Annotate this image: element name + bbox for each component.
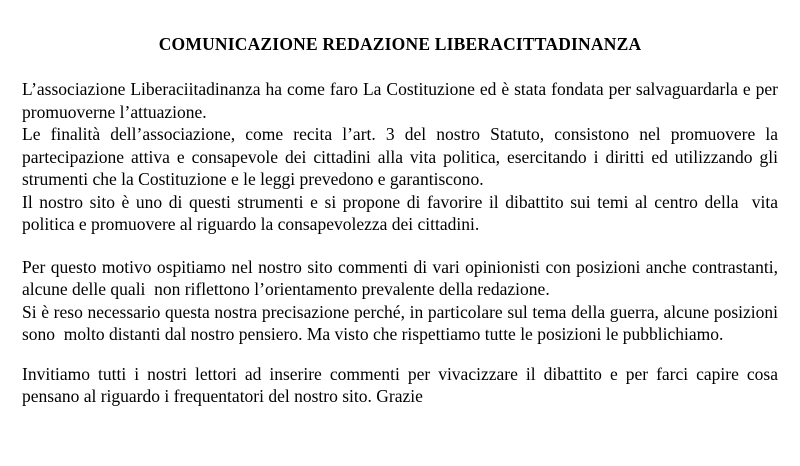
document-title: COMUNICAZIONE REDAZIONE LIBERACITTADINANZA [158,34,642,54]
paragraph-invitation: Invitiamo tutti i nostri lettori ad inserire commenti per vivacizzare il dibattito e per farci capire cosa pensano al riguardo i frequentatori del nostro sito. Grazie [22,363,783,406]
paragraph-association-purpose: L’associazione Liberaciitadinanza ha come faro La Costituzione ed è stata fondata per salvaguardarla e per promuoverne l’attuazione. [22,79,783,122]
paragraph-opinionists: Per questo motivo ospitiamo nel nostro sito commenti di vari opinionisti con posizioni anche contrastanti, alcune delle quali non riflettono l’orientamento prevalente della redazione. [22,256,783,299]
paragraph-statute-goals: Le finalità dell’associazione, come recita l’art. 3 del nostro Statuto, consistono nel promuovere la partecipazione attiva e consapevole dei cittadini alla vita politica, esercitando i diritti ed utilizzando gli strumenti che la Costituzione e le leggi prevedono e garantiscono. [22,124,783,189]
paragraph-clarification: Si è reso necessario questa nostra precisazione perché, in particolare sul tema della guerra, alcune posizioni sono molto distanti dal nostro pensiero. Ma visto che rispettiamo tutte le posizioni le pubblichiamo. [22,301,783,344]
paragraph-site-purpose: Il nostro sito è uno di questi strumenti e si propone di favorire il dibattito sui temi al centro della vita politica e promuovere al riguardo la consapevolezza dei cittadini. [22,191,783,234]
